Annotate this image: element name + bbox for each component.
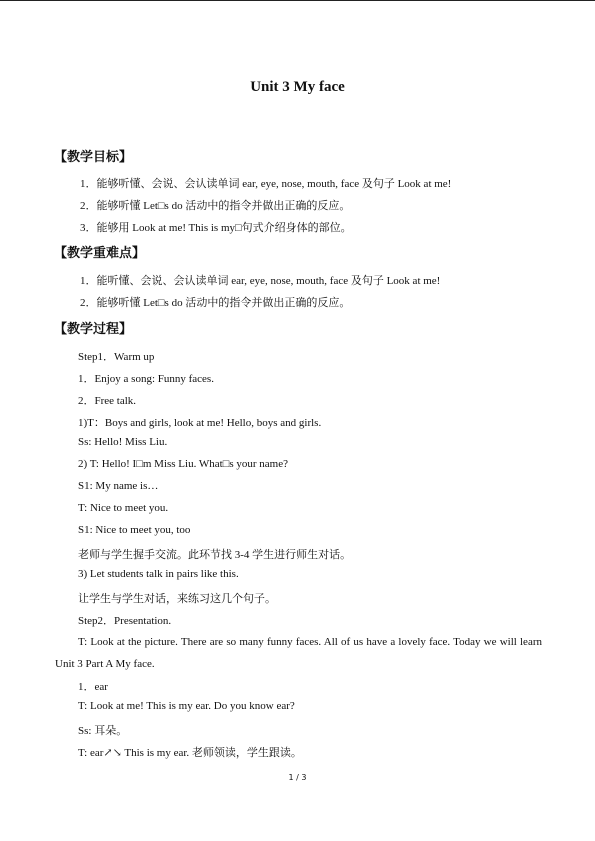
process-line: 3) Let students talk in pairs like this.: [78, 568, 239, 580]
key-point-item: 2．能够听懂 Let□s do 活动中的指令并做出正确的反应。: [80, 297, 351, 309]
process-line: Ss: 耳朵。: [78, 725, 128, 737]
process-line: 2) T: Hello! I□m Miss Liu. What□s your name?: [78, 458, 288, 470]
process-line: Step2．Presentation.: [78, 615, 172, 627]
process-line: 老师与学生握手交流。此环节找 3-4 学生进行师生对话。: [78, 549, 352, 561]
process-paragraph: T: Look at the picture. There are so many funny faces. All of us have a lovely face. Today we will learn Unit 3 Part A My face.: [55, 636, 542, 670]
process-line: T: Look at me! This is my ear. Do you know ear?: [78, 700, 295, 712]
objective-item: 1．能够听懂、会说、会认读单词 ear, eye, nose, mouth, face 及句子 Look at me!: [80, 178, 452, 190]
top-rule: [0, 0, 595, 1]
process-line: Step1．Warm up: [78, 351, 155, 363]
page-number: 1 / 3: [288, 773, 307, 782]
process-line: Ss: Hello! Miss Liu.: [78, 436, 168, 448]
objective-item: 3．能够用 Look at me! This is my□句式介绍身体的部位。: [80, 222, 352, 234]
process-line: 1)T：Boys and girls, look at me! Hello, boys and girls.: [78, 417, 322, 429]
process-line: T: ear↗↘ This is my ear. 老师领读，学生跟读。: [78, 747, 302, 759]
process-line: 让学生与学生对话，来练习这几个句子。: [78, 593, 276, 605]
process-line: T: Nice to meet you.: [78, 502, 169, 514]
process-line: 1．ear: [78, 681, 108, 693]
section-heading-objectives: 【教学目标】: [54, 150, 133, 165]
section-heading-key-points: 【教学重难点】: [54, 246, 146, 261]
process-line: 2．Free talk.: [78, 395, 137, 407]
process-line: 1．Enjoy a song: Funny faces.: [78, 373, 214, 385]
objective-item: 2．能够听懂 Let□s do 活动中的指令并做出正确的反应。: [80, 200, 351, 212]
key-point-item: 1．能听懂、会说、会认读单词 ear, eye, nose, mouth, face 及句子 Look at me!: [80, 275, 441, 287]
page-title: Unit 3 My face: [250, 79, 345, 95]
process-line: S1: Nice to meet you, too: [78, 524, 191, 536]
section-heading-process: 【教学过程】: [54, 322, 133, 337]
process-line: S1: My name is…: [78, 480, 159, 492]
